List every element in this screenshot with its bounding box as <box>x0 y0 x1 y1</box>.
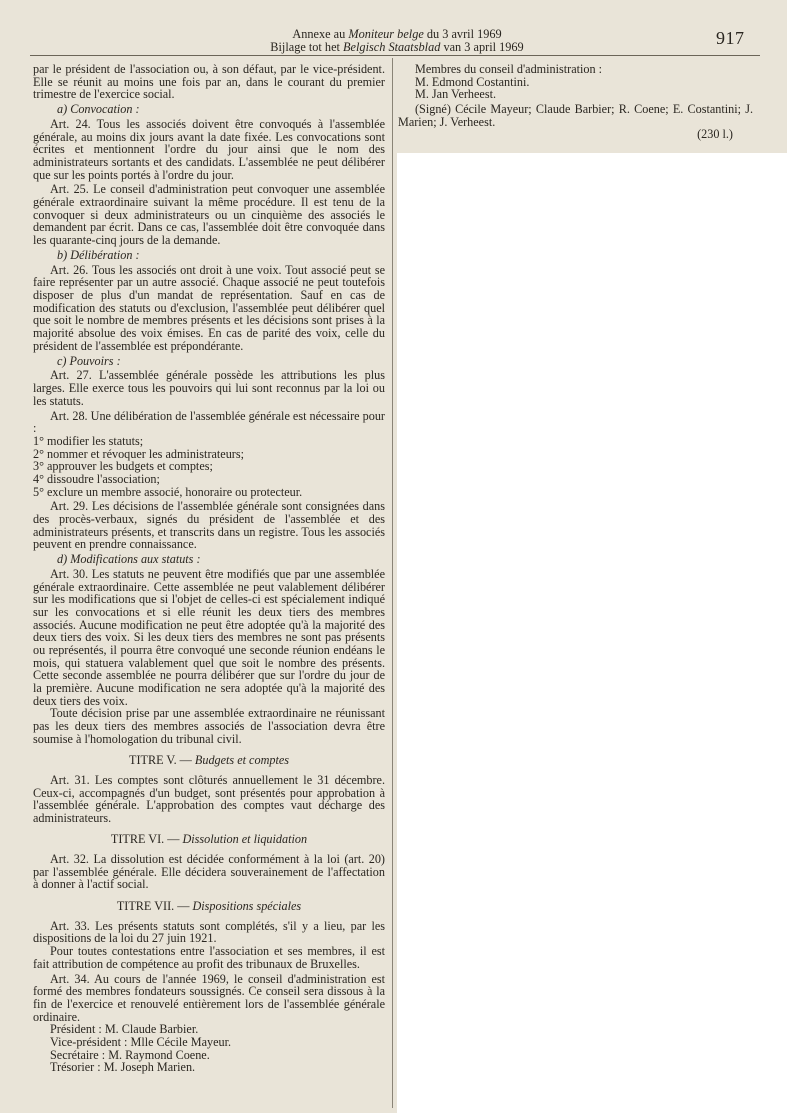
title-6 <box>33 833 385 846</box>
member-line: M. Edmond Costantini. <box>415 74 530 89</box>
officer-line: Secrétaire : M. Raymond Coene. <box>50 1047 210 1062</box>
header-rule <box>30 55 760 56</box>
subheading-deliberation-text: b) Délibération : <box>57 247 140 262</box>
column-divider <box>392 58 393 1108</box>
title-6-name: Dissolution et liquidation <box>182 832 308 847</box>
paragraph-intro: par le président de l'association ou, à son défaut, par le vice-président. Elle se réunit au moins une fois par an, dans le courant du premier trimestre de l'exercice social. <box>33 62 385 102</box>
page-number: 917 <box>716 28 745 48</box>
blank-area <box>397 153 787 1113</box>
list-item: 4° dissoudre l'association; <box>33 471 160 486</box>
title-6-number: TITRE VI. — <box>110 832 183 847</box>
member-line: M. Jan Verheest. <box>415 87 497 102</box>
subheading-modifications-text: d) Modifications aux statuts : <box>57 552 201 567</box>
list-item: 1° modifier les statuts; <box>33 433 144 448</box>
article-33: Art. 33. Les présents statuts sont complétés, s'il y a lieu, par les dispositions de la loi du 27 juin 1921. <box>33 918 385 946</box>
article-26: Art. 26. Tous les associés ont droit à une voix. Tout associé peut se faire représenter par un autre associé. Chaque associé ne peut toutefois disposer de plus d'un mandat de représentation. Sauf en cas de modification des statuts ou d'exclusion, l'assemblée peut délibérer quel que soit le nombre de membres présents et les décisions sont prises à la majorité absolue des voix émises. En cas de parité des voix, celle du président de l'assemblée est prépondérante. <box>33 262 385 353</box>
title-5-number: TITRE V. — <box>129 753 195 768</box>
officers-list <box>33 1023 385 1074</box>
list-item: 5° exclure un membre associé, honoraire ou protecteur. <box>33 484 303 499</box>
article-34: Art. 34. Au cours de l'année 1969, le conseil d'administration est formé des membres fondateurs soussignés. Ce conseil sera dissous à la fin de l'exercice et renouvelé entièrement lors de l'assemblée générale ordinaire. <box>33 971 385 1024</box>
page-header <box>0 0 787 60</box>
article-32: Art. 32. La dissolution est décidée conformément à la loi (art. 20) par l'assemblée générale. Elle décidera souverainement de l'affectation à donner à l'actif social. <box>33 852 385 892</box>
article-29: Art. 29. Les décisions de l'assemblée générale sont consignées dans des procès-verbaux, signés du président de l'assemblée et des administrateurs présents, et transcrits dans un registre. Tous les associés peuvent en prendre connaissance. <box>33 499 385 552</box>
list-item: 3° approuver les budgets et comptes; <box>33 459 213 474</box>
officer-line: Président : M. Claude Barbier. <box>50 1022 199 1037</box>
signatures: (Signé) Cécile Mayeur; Claude Barbier; R. Coene; E. Costantini; J. Marien; J. Verheest. <box>398 102 753 129</box>
header-dutch-prefix: Bijlage tot het <box>270 40 344 54</box>
header-dutch-date: van 3 april 1969 <box>440 40 524 54</box>
article-31: Art. 31. Les comptes sont clôturés annuellement le 31 décembre. Ceux-ci, accompagnés d'un budget, sont présentés pour approbation à l'assemblée générale. L'approbation des comptes vaut décharge des administrateurs. <box>33 772 385 825</box>
title-7-number: TITRE VII. — <box>116 899 193 914</box>
article-24: Art. 24. Tous les associés doivent être convoqués à l'assemblée générale, au moins dix jours avant la date fixée. Les convocations sont écrites et mentionnent l'ordre du jour ainsi que le nom des administrateurs sortants et des candidats. L'assemblée ne peut délibérer que sur les points portés à l'ordre du jour. <box>33 117 385 182</box>
subheading-modifications <box>33 553 385 566</box>
header-dutch <box>247 40 547 54</box>
header-dutch-journal: Belgisch Staatsblad <box>343 40 441 54</box>
officer-line: Vice-président : Mlle Cécile Mayeur. <box>50 1034 232 1049</box>
subheading-convocation <box>33 103 385 116</box>
subheading-pouvoirs-text: c) Pouvoirs : <box>57 353 121 368</box>
list-item: 2° nommer et révoquer les administrateurs; <box>33 446 244 461</box>
article-25: Art. 25. Le conseil d'administration peut convoquer une assemblée générale extraordinaire suivant la même procédure. Il est tenu de la convoquer si deux administrateurs ou un cinquième des associés le demandent par écrit. Dans ce cas, l'assemblée doit être convoquée dans les quarante-cinq jours de la demande. <box>33 182 385 248</box>
article-28-list <box>33 435 385 498</box>
officer-line: Trésorier : M. Joseph Marien. <box>50 1060 196 1075</box>
members-title: Membres du conseil d'administration : <box>415 62 603 76</box>
header-french <box>247 27 547 41</box>
subheading-deliberation <box>33 249 385 262</box>
title-7 <box>33 900 385 913</box>
article-27: Art. 27. L'assemblée générale possède les attributions les plus larges. Elle exerce tous les pouvoirs qui lui sont reconnus par la loi ou les statuts. <box>33 368 385 408</box>
right-column <box>398 63 753 141</box>
header-french-date: du 3 avril 1969 <box>423 27 502 41</box>
title-5-name: Budgets et comptes <box>194 753 289 768</box>
article-30: Art. 30. Les statuts ne peuvent être modifiés que par une assemblée générale extraordinaire. Cette assemblée ne peut valablement délibérer sur les modifications que si l'objet de celles-ci est spécialement indiqué sur les convocations et si elle réunit les deux tiers des membres associés. Aucune modification ne peut être adoptée qu'à la majorité des deux tiers des voix. Si les deux tiers des membres ne sont pas présents ou représentés, il pourra être convoqué une seconde réunion endéans le mois, qui statuera valablement quel que soit le nombre des présents. Cette seconde assemblée ne pourra délibérer que sur l'ordre du jour de la première. Aucune modification ne sera adoptée qu'à la majorité des deux tiers des voix. <box>33 567 385 708</box>
subheading-convocation-text: a) Convocation : <box>57 102 140 117</box>
header-french-journal: Moniteur belge <box>348 27 424 41</box>
article-28: Art. 28. Une délibération de l'assemblée générale est nécessaire pour : <box>33 408 385 436</box>
header-french-prefix: Annexe au <box>292 27 349 41</box>
title-5 <box>33 754 385 767</box>
title-7-name: Dispositions spéciales <box>192 899 302 914</box>
article-33-continued: Pour toutes contestations entre l'association et ses membres, il est fait attribution de compétence au profit des tribunaux de Bruxelles. <box>33 944 385 971</box>
article-30-continued: Toute décision prise par une assemblée extraordinaire ne réunissant pas les deux tiers des membres associés de l'association devra être soumise à l'homologation du tribunal civil. <box>33 706 385 746</box>
subheading-pouvoirs <box>33 355 385 368</box>
line-count: (230 l.) <box>697 127 733 142</box>
left-column <box>33 63 385 1074</box>
